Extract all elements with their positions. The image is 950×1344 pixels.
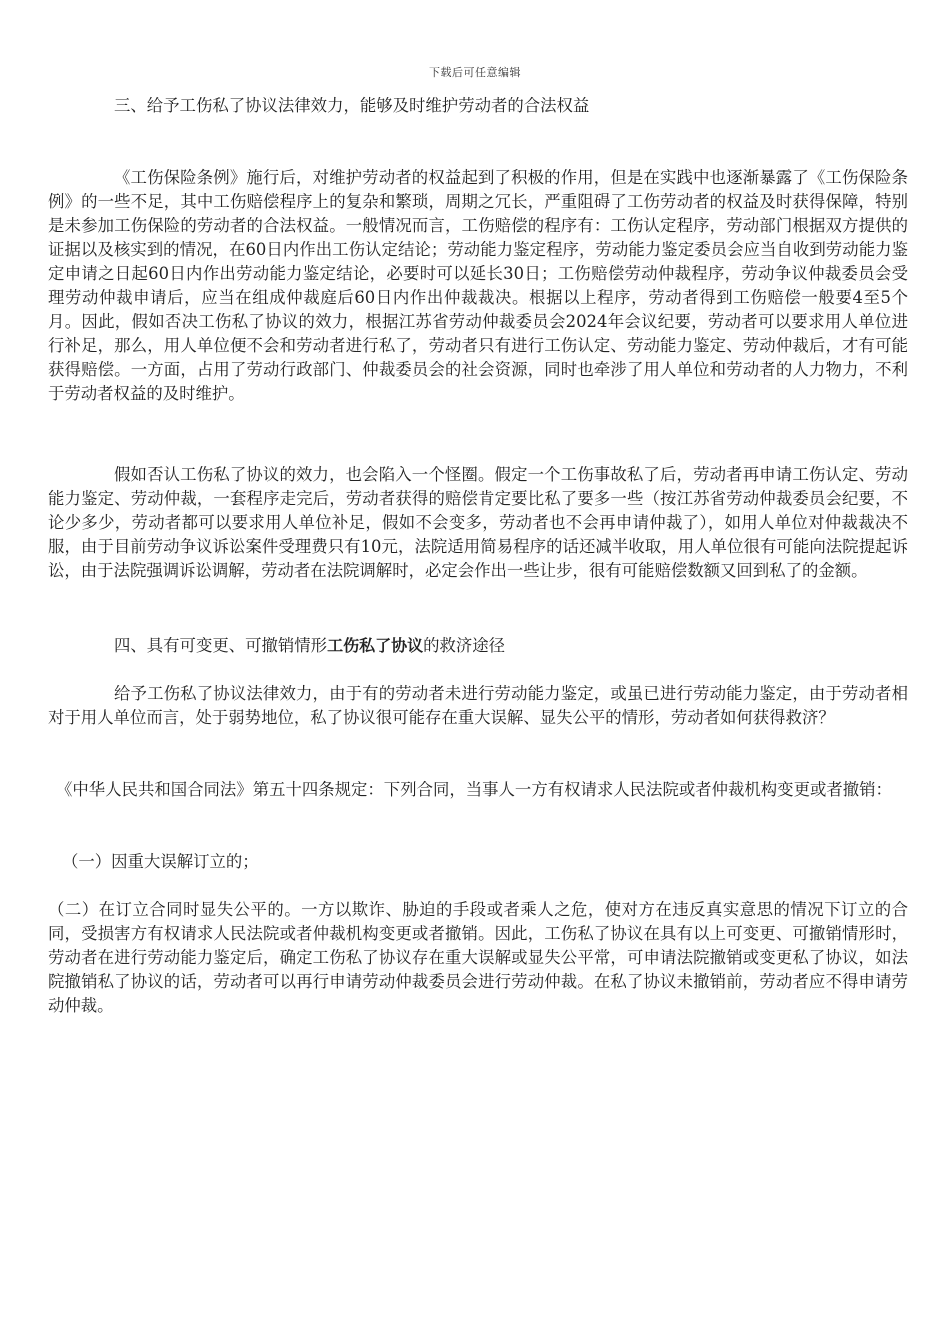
heading-text-post: 的救济途径 (423, 636, 506, 655)
section-3-heading: 三、给予工伤私了协议法律效力，能够及时维护劳动者的合法权益 (114, 96, 590, 115)
page-header: 下载后可任意编辑 (429, 66, 521, 79)
list-item-1: （一）因重大误解订立的； (62, 852, 259, 871)
section-3-paragraph-2: 假如否认工伤私了协议的效力，也会陷入一个怪圈。假定一个工伤事故私了后，劳动者再申请工伤认定、劳动能力鉴定、劳动仲裁，一套程序走完后，劳动者获得的赔偿肯定要比私了要多一些（按江苏省劳动仲裁委员会纪要，不论少多少，劳动者都可以要求用人单位补足，假如不会变多，劳动者也不会再申请仲裁了），如用人单位对仲裁裁决不服，由于目前劳动争议诉讼案件受理费只有10元，法院适用简易程序的话还减半收取，用人单位很有可能向法院提起诉讼，由于法院强调诉讼调解，劳动者在法院调解时，必定会作出一些让步，很有可能赔偿数额又回到私了的金额。 (48, 465, 908, 580)
contract-law-article-54: 《中华人民共和国合同法》第五十四条规定：下列合同，当事人一方有权请求人民法院或者仲裁机构变更或者撤销： (56, 780, 892, 799)
list-item-2: （二）在订立合同时显失公平的。一方以欺诈、胁迫的手段或者乘人之危，使对方在违反真实意思的情况下订立的合同，受损害方有权请求人民法院或者仲裁机构变更或者撤销。因此，工伤私了协议在具有以上可变更、可撤销情形时，劳动者在进行劳动能力鉴定后，确定工伤私了协议存在重大误解或显失公平常，可申请法院撤销或变更私了协议，如法院撤销私了协议的话，劳动者可以再行申请劳动仲裁委员会进行劳动仲裁。在私了协议未撤销前，劳动者应不得申请劳动仲裁。 (48, 900, 908, 1015)
section-4-paragraph-1: 给予工伤私了协议法律效力，由于有的劳动者未进行劳动能力鉴定，或虽已进行劳动能力鉴定，由于劳动者相对于用人单位而言，处于弱势地位，私了协议很可能存在重大误解、显失公平的情形，劳动者如何获得救济？ (48, 684, 908, 727)
section-4-heading (114, 634, 914, 658)
heading-text-pre: 四、具有可变更、可撤销情形 (114, 636, 328, 655)
heading-text-bold: 工伤私了协议 (327, 636, 424, 655)
section-3-paragraph-1: 《工伤保险条例》施行后，对维护劳动者的权益起到了积极的作用，但是在实践中也逐渐暴露了《工伤保险条例》的一些不足，其中工伤赔偿程序上的复杂和繁琐，周期之冗长，严重阻碍了工伤劳动者的权益及时获得保障，特别是未参加工伤保险的劳动者的合法权益。一般情况而言，工伤赔偿的程序有：工伤认定程序，劳动部门根据双方提供的证据以及核实到的情况，在60日内作出工伤认定结论；劳动能力鉴定程序，劳动能力鉴定委员会应当自收到劳动能力鉴定申请之日起60日内作出劳动能力鉴定结论，必要时可以延长30日；工伤赔偿劳动仲裁程序，劳动争议仲裁委员会受理劳动仲裁申请后，应当在组成仲裁庭后60日内作出仲裁裁决。根据以上程序，劳动者得到工伤赔偿一般要4至5个月。因此，假如否决工伤私了协议的效力，根据江苏省劳动仲裁委员会2024年会议纪要，劳动者可以要求用人单位进行补足，那么，用人单位便不会和劳动者进行私了，劳动者只有进行工伤认定、劳动能力鉴定、劳动仲裁后，才有可能获得赔偿。一方面，占用了劳动行政部门、仲裁委员会的社会资源，同时也牵涉了用人单位和劳动者的人力物力，不利于劳动者权益的及时维护。 (48, 168, 908, 403)
